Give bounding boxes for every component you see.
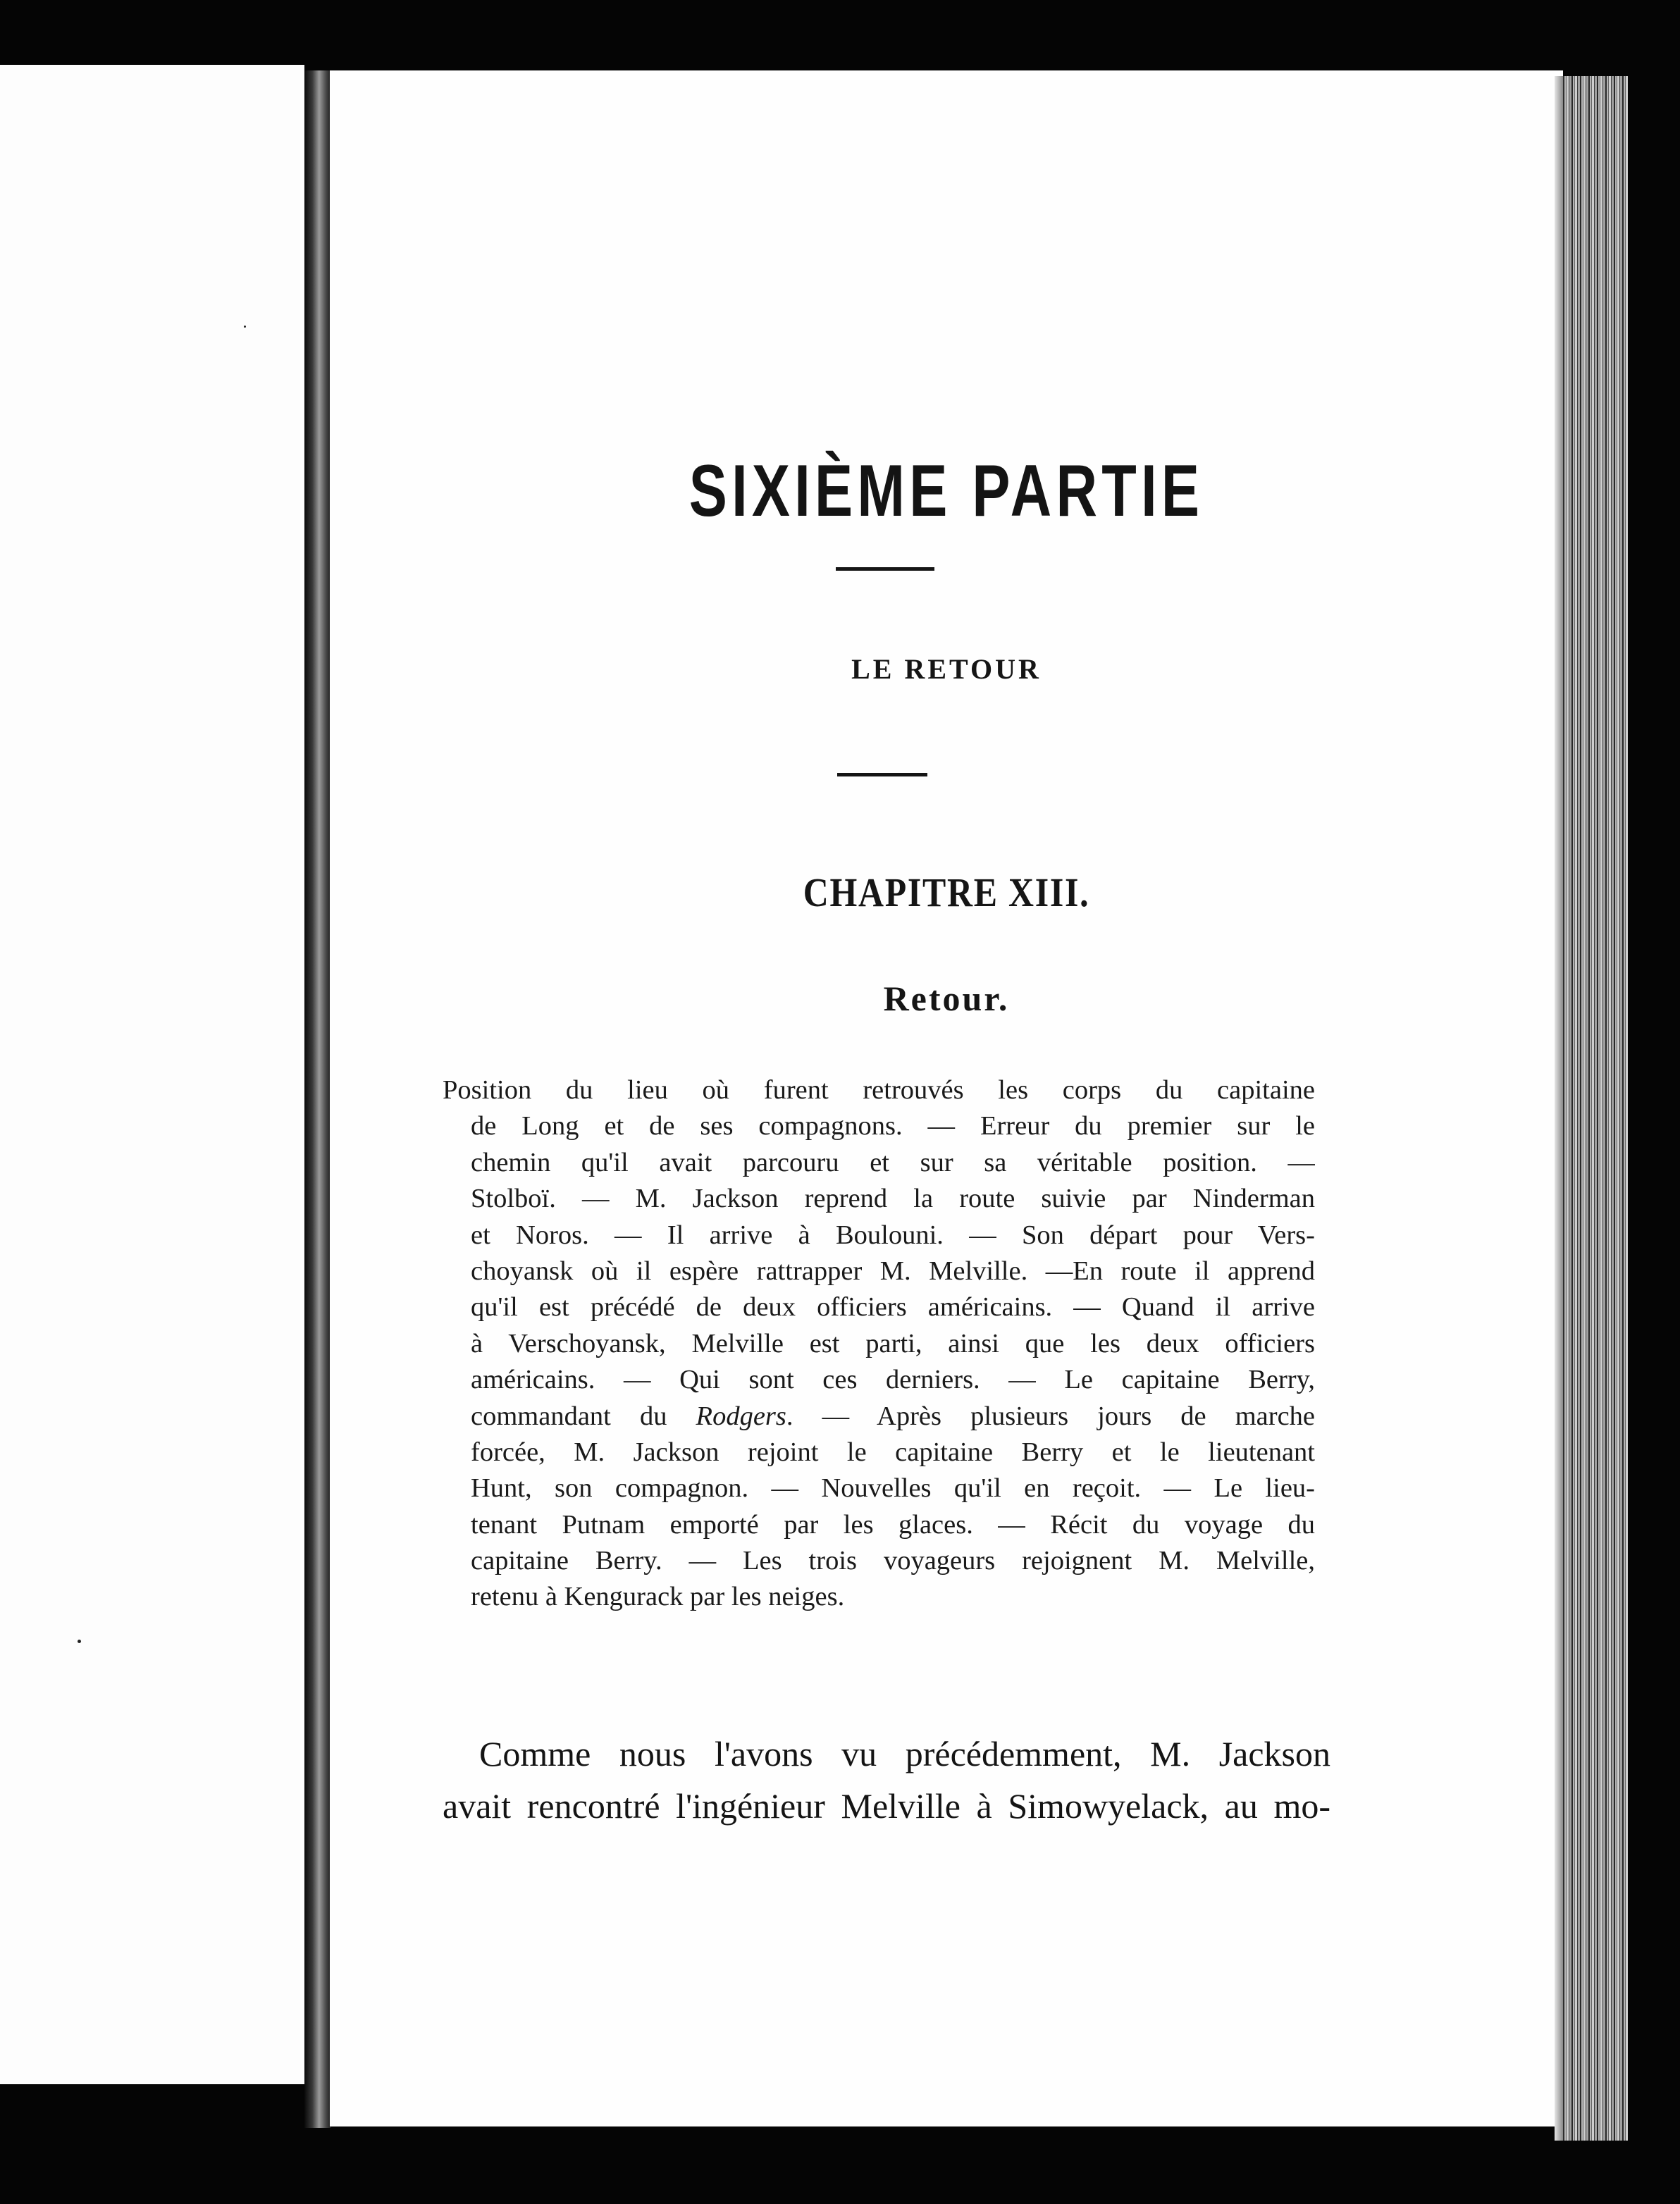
summary-line: commandant du Rodgers. — Après plusieurs jours de marche: [471, 1401, 1315, 1431]
summary-line: américains. — Qui sont ces derniers. — Le capitaine Berry,: [471, 1365, 1315, 1395]
body-line: Comme nous l'avons vu précédemment, M. Jackson: [479, 1734, 1330, 1773]
body-paragraph: [443, 1728, 1330, 1832]
summary-line: et Noros. — Il arrive à Boulouni. — Son départ pour Vers-: [471, 1220, 1315, 1250]
right-page: [330, 70, 1563, 2126]
summary-line: forcée, M. Jackson rejoint le capitaine Berry et le lieutenant: [471, 1437, 1315, 1467]
summary-line: chemin qu'il avait parcouru et sur sa véritable position. —: [471, 1147, 1315, 1177]
book-gutter: [304, 70, 331, 2128]
left-blank-page: [0, 65, 304, 2084]
summary-line: Position du lieu où furent retrouvés les corps du capitaine: [443, 1075, 1315, 1105]
summary-line: à Verschoyansk, Melville est parti, ainsi que les deux officiers: [471, 1328, 1315, 1358]
chapter-summary: [443, 1072, 1315, 1616]
summary-line: tenant Putnam emporté par les glaces. — Récit du voyage du: [471, 1509, 1315, 1540]
summary-line: Hunt, son compagnon. — Nouvelles qu'il en reçoit. — Le lieu-: [471, 1473, 1315, 1504]
paper-speck: [78, 1640, 81, 1643]
title-rule-bottom: [837, 773, 927, 776]
summary-line: qu'il est précédé de deux officiers américains. — Quand il arrive: [471, 1292, 1315, 1323]
book-fore-edge: [1563, 76, 1628, 2141]
section-title: LE RETOUR: [851, 653, 1042, 685]
chapter-title: Retour.: [883, 979, 1010, 1018]
chapter-number: CHAPITRE XIII.: [803, 869, 1090, 915]
summary-line: choyansk où il espère rattrapper M. Melville. —En route il apprend: [471, 1256, 1315, 1286]
title-rule-top: [836, 567, 934, 571]
paper-speck: [244, 326, 246, 328]
summary-line: retenu à Kengurack par les neiges.: [471, 1582, 845, 1612]
page-content: [330, 70, 1563, 2126]
summary-line: de Long et de ses compagnons. — Erreur du premier sur le: [471, 1111, 1315, 1141]
summary-line: capitaine Berry. — Les trois voyageurs rejoignent M. Melville,: [471, 1546, 1315, 1576]
body-line: avait rencontré l'ingénieur Melville à Simowyelack, au mo-: [443, 1786, 1330, 1826]
summary-line: Stolboï. — M. Jackson reprend la route suivie par Ninderman: [471, 1184, 1315, 1214]
part-title: SIXIÈME PARTIE: [688, 450, 1204, 532]
ship-name: Rodgers: [696, 1401, 786, 1431]
